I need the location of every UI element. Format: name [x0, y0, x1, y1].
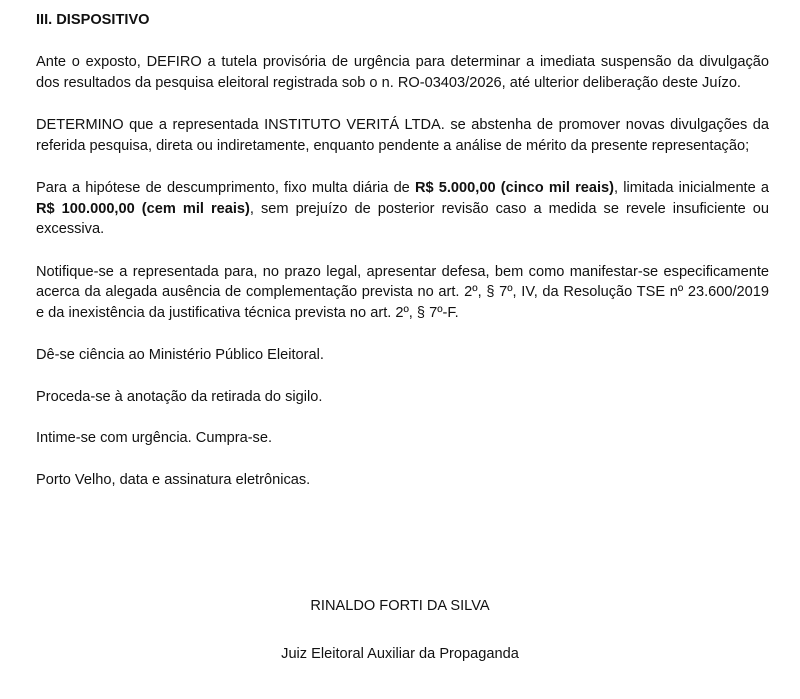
signature-role: Juiz Eleitoral Auxiliar da Propaganda	[281, 646, 519, 662]
spacer	[36, 323, 769, 345]
section-heading: III. DISPOSITIVO	[36, 12, 150, 28]
spacer	[36, 366, 769, 387]
multa-diaria-valor: R$ 5.000,00 (cinco mil reais)	[414, 180, 615, 196]
spacer	[36, 449, 769, 470]
paragraph-sigilo: Proceda-se à anotação da retirada do sigilo.	[36, 388, 323, 405]
spacer	[36, 30, 769, 52]
spacer	[36, 407, 769, 428]
multa-text-1: Para a hipótese de descumprimento, fixo multa diária de	[36, 180, 415, 196]
paragraph-local-data: Porto Velho, data e assinatura eletrônicas.	[36, 471, 311, 488]
spacer	[36, 156, 769, 178]
document-body	[36, 10, 769, 490]
multa-limite-valor: R$ 100.000,00 (cem mil reais)	[36, 200, 250, 217]
paragraph-intimacao: Intime-se com urgência. Cumpra-se.	[36, 430, 273, 446]
paragraph-determinacao: DETERMINO que a representada INSTITUTO VERITÁ LTDA. se abstenha de promover novas divulgações da referida pesquisa, direta ou indiretamente, enquanto pendente a análise de mérito da presente representação;	[36, 117, 769, 154]
paragraph-deferimento: Ante o exposto, DEFIRO a tutela provisória de urgência para determinar a imediata suspensão da divulgação dos resultados da pesquisa eleitoral registrada sob o n. RO-03403/2026, até ulterior deliberação deste Juízo.	[36, 54, 769, 91]
multa-text-2: , limitada inicialmente a	[614, 180, 769, 196]
spacer	[36, 93, 769, 115]
paragraph-notificacao: Notifique-se a representada para, no prazo legal, apresentar defesa, bem como manifestar-se especificamente acerca da alegada ausência de complementação prevista no art. 2º, § 7º, IV, da Resolução TSE nº 23.600/2019 e da inexistência da justificativa técnica prevista no art. 2º, § 7º-F.	[36, 263, 769, 321]
spacer	[36, 240, 769, 262]
paragraph-multa	[36, 178, 769, 240]
signature-name: RINALDO FORTI DA SILVA	[310, 598, 490, 614]
multa-text-3: , sem prejuízo de posterior revisão caso a medida se revele insuficiente ou excessiva.	[36, 200, 769, 237]
paragraph-ciencia-mp: Dê-se ciência ao Ministério Público Eleitoral.	[36, 347, 324, 363]
